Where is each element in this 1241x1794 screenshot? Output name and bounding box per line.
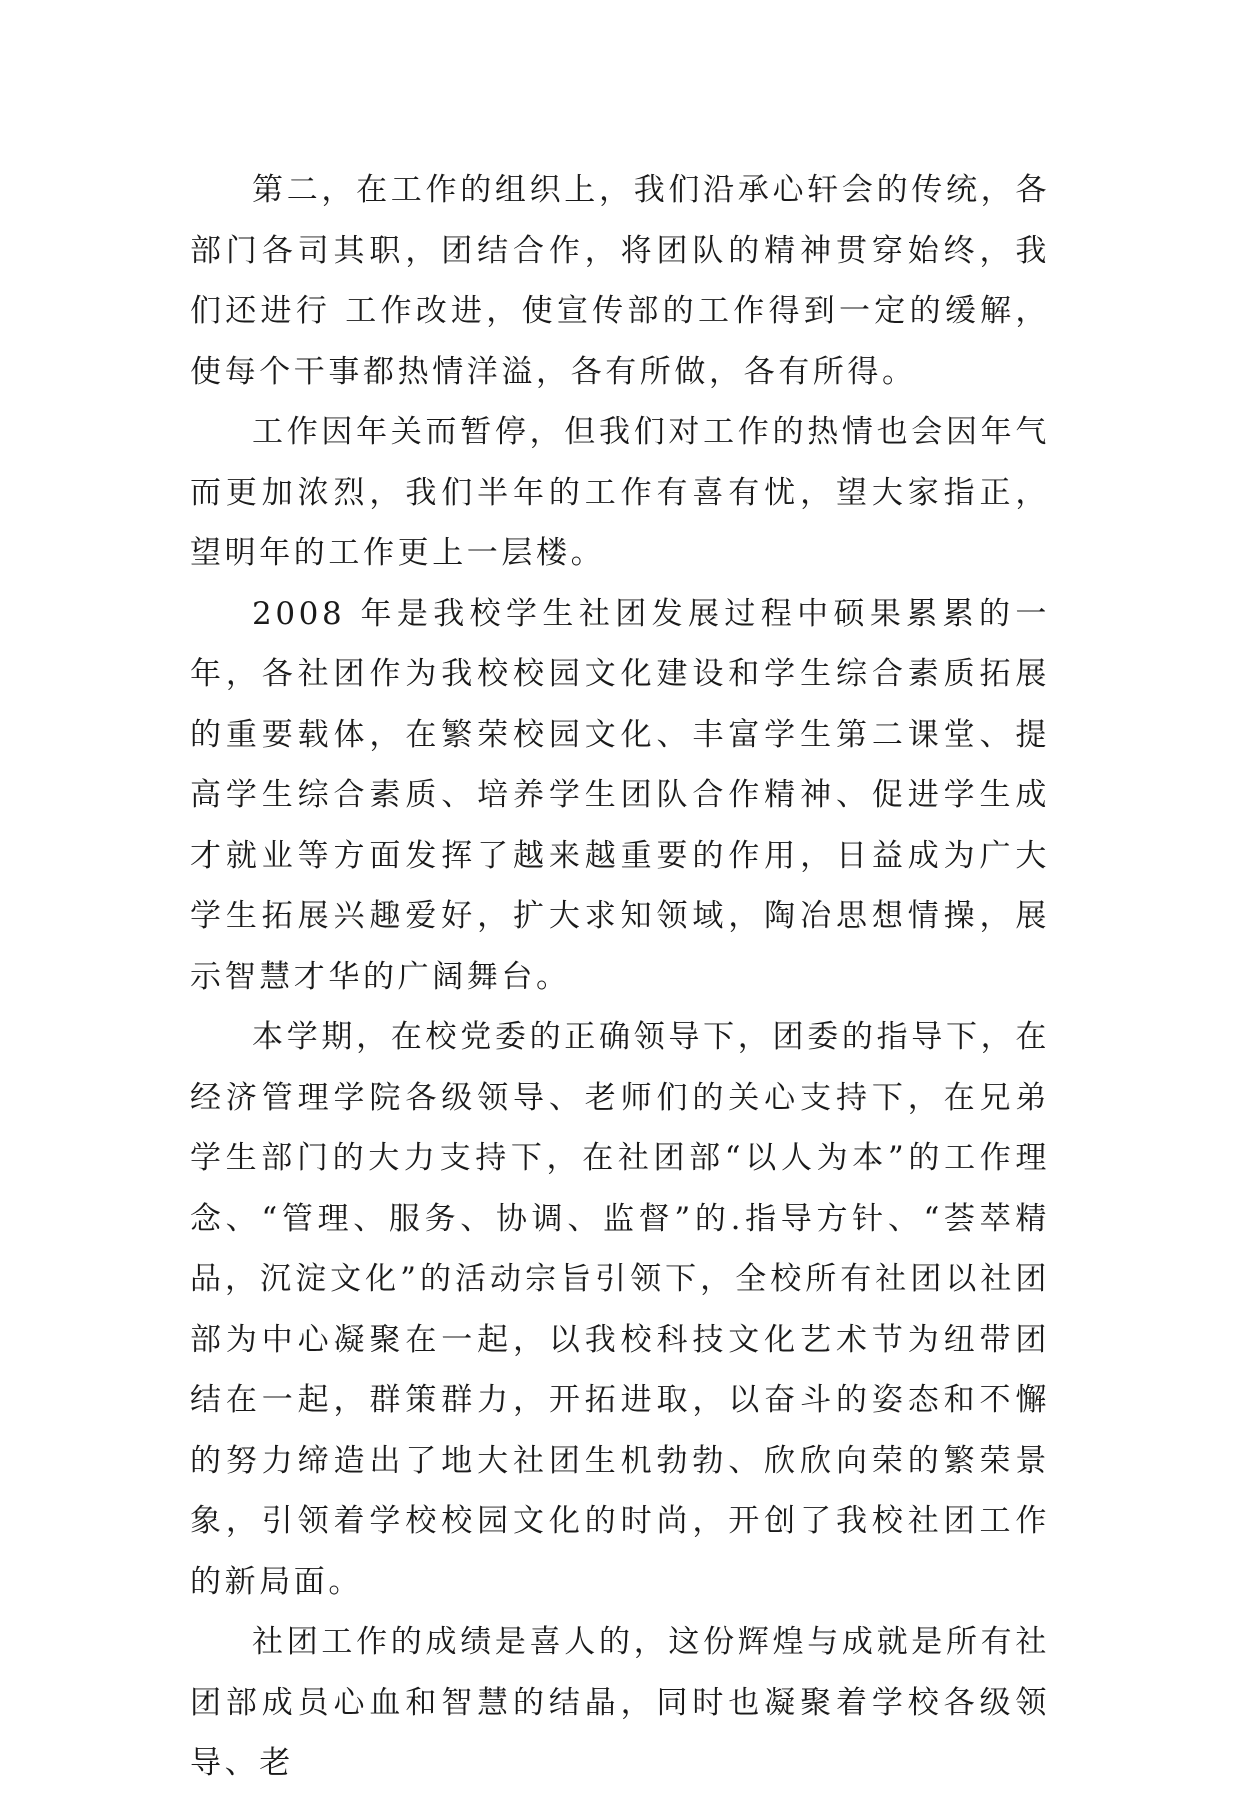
- paragraph-this-semester: 本学期，在校党委的正确领导下，团委的指导下，在经济管理学院各级领导、老师们的关心支持下，在兄弟学生部门的大力支持下，在社团部“以人为本”的工作理念、“管理、服务、协调、监督”的.指导方针、“荟萃精品，沉淀文化”的活动宗旨引领下，全校所有社团以社团部为中心凝聚在一起，以我校科技文化艺术节为纽带团结在一起，群策群力，开拓进取，以奋斗的姿态和不懈的努力缔造出了地大社团生机勃勃、欣欣向荣的繁荣景象，引领着学校校园文化的时尚，开创了我校社团工作的新局面。: [190, 1019, 1050, 1600]
- paragraph-achievements: 社团工作的成绩是喜人的，这份辉煌与成就是所有社团部成员心血和智慧的结晶，同时也凝聚着学校各级领导、老: [190, 1624, 1050, 1781]
- paragraph-2008-overview: 2008 年是我校学生社团发展过程中硕果累累的一年，各社团作为我校校园文化建设和学生综合素质拓展的重要载体，在繁荣校园文化、丰富学生第二课堂、提高学生综合素质、培养学生团队合作精神、促进学生成才就业等方面发挥了越来越重要的作用，日益成为广大学生拓展兴趣爱好，扩大求知领域，陶冶思想情操，展示智慧才华的广阔舞台。: [190, 595, 1050, 995]
- paragraph-year-end: 工作因年关而暂停，但我们对工作的热情也会因年气而更加浓烈，我们半年的工作有喜有忧，望大家指正，望明年的工作更上一层楼。: [190, 414, 1050, 571]
- paragraph-organization: 第二，在工作的组织上，我们沿承心轩会的传统，各部门各司其职，团结合作，将团队的精神贯穿始终，我们还进行 工作改进，使宣传部的工作得到一定的缓解，使每个干事都热情洋溢，各有所做，各有所得。: [190, 172, 1050, 390]
- document-body: [190, 160, 1050, 1794]
